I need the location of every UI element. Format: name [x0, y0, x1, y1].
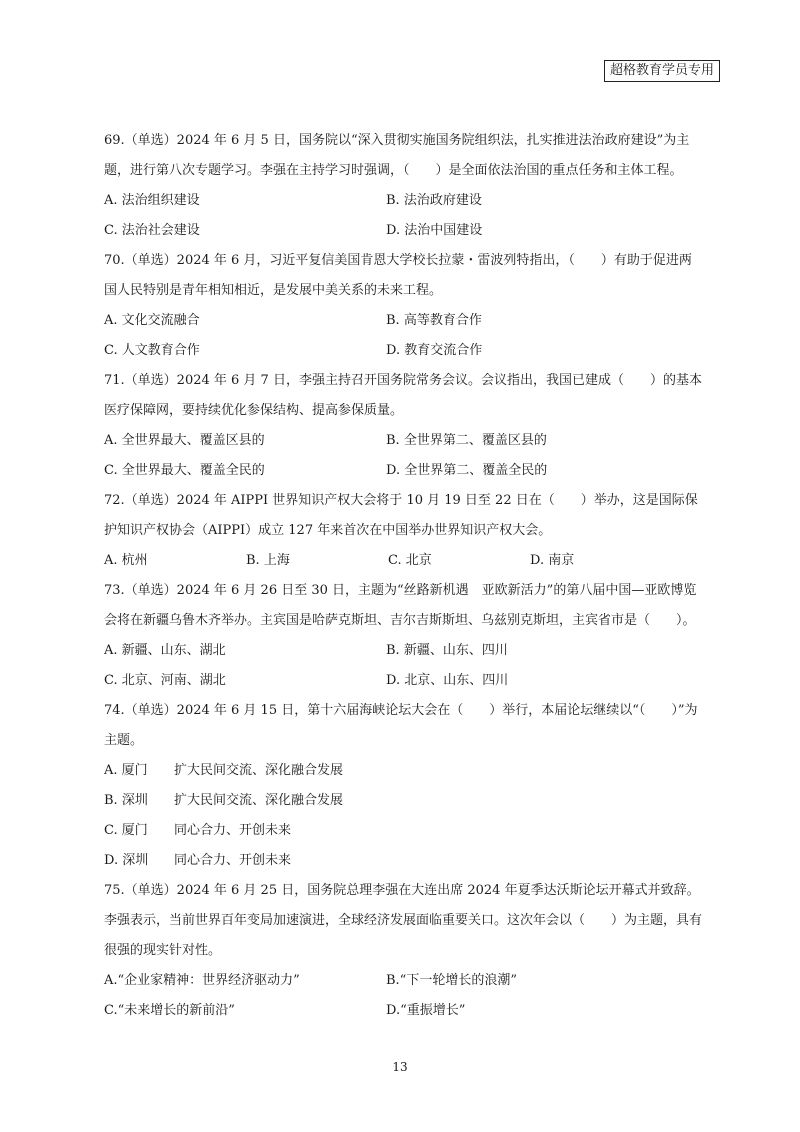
- question-stem: 69.（单选）2024 年 6 月 5 日，国务院以“深入贯彻实施国务院组织法，扎实推进法治政府建设”为主题，进行第八次专题学习。李强在主持学习时强调，（ ）是全面依法治国的重点任务和主体工程。: [104, 133, 690, 178]
- option-a: A. 全世界最大、覆盖区县的: [104, 433, 265, 448]
- option-a: A. 文化交流融合: [104, 313, 200, 328]
- option-c: [104, 816, 704, 846]
- option-b: B. 法治政府建设: [386, 193, 482, 208]
- usage-badge: 超格教育学员专用: [604, 60, 720, 82]
- option-c: C. 人文教育合作: [104, 343, 200, 358]
- option-b: B. 全世界第二、覆盖区县的: [386, 433, 547, 448]
- option-d: D. 法治中国建设: [386, 223, 483, 238]
- question-stem: 71.（单选）2024 年 6 月 7 日，李强主持召开国务院常务会议。会议指出，我国已建成（ ）的基本医疗保障网，要持续优化参保结构、提高参保质量。: [104, 373, 702, 418]
- option-d: D. 全世界第二、覆盖全民的: [386, 463, 548, 478]
- question-stem: 75.（单选）2024 年 6 月 25 日，国务院总理李强在大连出席 2024 年夏季达沃斯论坛开幕式并致辞。李强表示，当前世界百年变局加速演进，全球经济发展面临重要关口。这次年会以（ ）为主题，具有很强的现实针对性。: [104, 883, 703, 958]
- option-c: C. 北京、河南、湖北: [104, 673, 226, 688]
- option-a: A. 法治组织建设: [104, 193, 200, 208]
- option-a: [104, 756, 704, 786]
- option-text: 同心合力、开创未来: [174, 853, 292, 868]
- option-label: D. 深圳: [104, 853, 149, 868]
- option-d: D. 北京、山东、四川: [386, 673, 509, 688]
- option-c: C. 法治社会建设: [104, 223, 200, 238]
- option-label: B. 深圳: [104, 793, 148, 808]
- question-73: [104, 576, 704, 696]
- option-d: D. 教育交流合作: [386, 343, 483, 358]
- option-b: B. 高等教育合作: [386, 313, 482, 328]
- option-d: D. 南京: [530, 553, 575, 568]
- options: [104, 546, 704, 576]
- option-label: A. 厦门: [104, 763, 148, 778]
- question-stem: 72.（单选）2024 年 AIPPI 世界知识产权大会将于 10 月 19 日至 22 日在（ ）举办，这是国际保护知识产权协会（AIPPI）成立 127 年来首次在中国举办世界知识产权大会。: [104, 493, 698, 538]
- question-72: [104, 486, 704, 576]
- option-c: C. 全世界最大、覆盖全民的: [104, 463, 265, 478]
- option-c: C. 北京: [388, 553, 432, 568]
- question-stem: 74.（单选）2024 年 6 月 15 日，第十六届海峡论坛大会在（ ）举行，本届论坛继续以“（ ）”为主题。: [104, 703, 698, 748]
- option-b: B.“下一轮增长的浪潮”: [386, 973, 517, 988]
- question-stem: 70.（单选）2024 年 6 月，习近平复信美国肯恩大学校长拉蒙・雷波列特指出，（ ）有助于促进两国人民特别是青年相知相近，是发展中美关系的未来工程。: [104, 253, 692, 298]
- options: [104, 636, 704, 696]
- option-d: D.“重振增长”: [386, 1003, 466, 1018]
- question-71: [104, 366, 704, 486]
- question-70: [104, 246, 704, 366]
- option-a: A. 新疆、山东、湖北: [104, 643, 226, 658]
- option-a: A. 杭州: [104, 553, 148, 568]
- option-b: [104, 786, 704, 816]
- question-74: [104, 696, 704, 876]
- options: [104, 306, 704, 366]
- option-text: 扩大民间交流、深化融合发展: [174, 763, 344, 778]
- option-d: [104, 846, 704, 876]
- options: [104, 186, 704, 246]
- question-stem: 73.（单选）2024 年 6 月 26 日至 30 日，主题为“丝路新机遇 亚欧新活力”的第八届中国—亚欧博览会将在新疆乌鲁木齐举办。主宾国是哈萨克斯坦、吉尔吉斯斯坦、乌兹别克斯坦，主宾省市是（ ）。: [104, 583, 697, 628]
- option-label: C. 厦门: [104, 823, 148, 838]
- option-b: B. 新疆、山东、四川: [386, 643, 508, 658]
- option-a: A.“企业家精神：世界经济驱动力”: [104, 973, 300, 988]
- question-75: [104, 876, 704, 1026]
- option-text: 同心合力、开创未来: [174, 823, 292, 838]
- options: [104, 966, 704, 1026]
- option-b: B. 上海: [246, 553, 290, 568]
- option-c: C.“未来增长的新前沿”: [104, 1003, 235, 1018]
- option-text: 扩大民间交流、深化融合发展: [174, 793, 344, 808]
- options: [104, 426, 704, 486]
- page-number: 13: [392, 1060, 408, 1074]
- options: [104, 756, 704, 876]
- question-69: [104, 126, 704, 246]
